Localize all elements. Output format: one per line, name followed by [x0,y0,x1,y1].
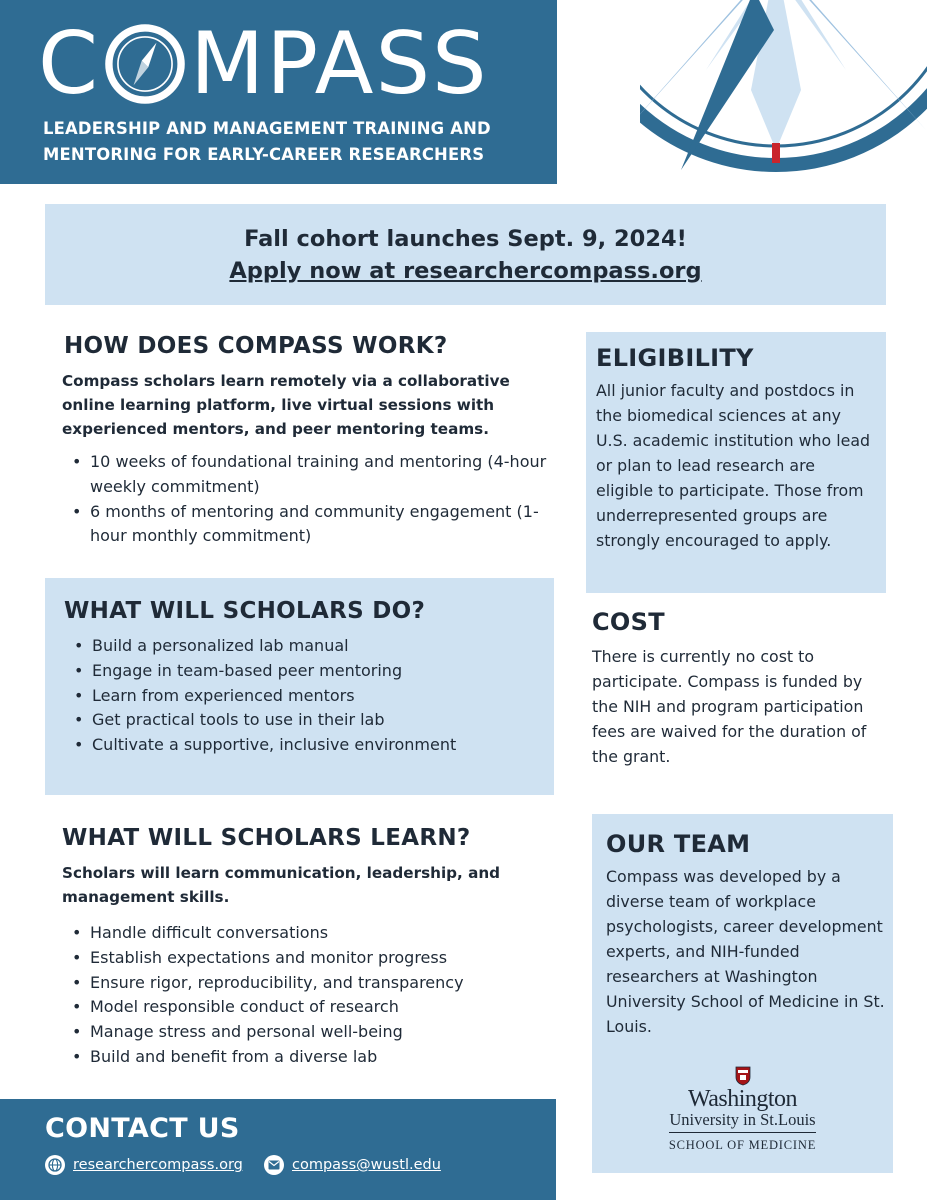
how-list [62,450,552,549]
list-item: • Learn from experienced mentors [64,684,554,709]
learn-heading: WHAT WILL SCHOLARS LEARN? [62,825,471,851]
list-item: • Establish expectations and monitor progress [62,946,552,971]
compass-rose-icon [640,0,927,184]
how-heading: HOW DOES COMPASS WORK? [64,333,448,359]
mail-icon [264,1155,284,1175]
contact-heading: CONTACT US [45,1113,240,1144]
logo-letter-c: C [38,14,101,114]
do-list [64,634,554,758]
globe-icon [45,1155,65,1175]
list-item: • Handle difficult conversations [62,921,552,946]
learn-lead: Scholars will learn communication, leadership, and management skills. [62,864,501,906]
wustl-name: Washington [687,1086,798,1112]
list-item: • Build and benefit from a diverse lab [62,1045,552,1070]
section-scholars-learn [62,825,552,1070]
compass-logo [38,14,489,114]
section-our-team [592,814,893,1173]
wustl-seal-icon [735,1066,751,1086]
cost-heading: COST [592,608,665,636]
compass-o-icon [104,23,186,105]
tagline [43,116,543,168]
eligibility-text: All junior faculty and postdocs in the biomedical sciences at any U.S. academic institution who lead or plan to lead research are eligible to participate. Those from underrepresented groups are strongly encouraged to apply. [596,381,871,550]
how-lead: Compass scholars learn remotely via a collaborative online learning platform, live virtual sessions with experienced mentors, and peer mentoring teams. [62,372,510,438]
section-scholars-do [45,578,554,795]
cohort-banner [45,204,886,305]
cohort-date: Fall cohort launches Sept. 9, 2024! [244,226,687,252]
section-eligibility [586,332,886,593]
website-link[interactable] [45,1155,243,1175]
logo-letters-mpass: MPASS [190,14,489,114]
tagline-line-1: LEADERSHIP AND MANAGEMENT TRAINING AND [43,119,491,138]
learn-list [62,921,552,1070]
list-item: • Model responsible conduct of research [62,995,552,1020]
list-item: • 6 months of mentoring and community engagement (1-hour monthly commitment) [62,500,552,550]
list-item: • Manage stress and personal well-being [62,1020,552,1045]
section-cost [592,608,886,769]
website-text: researchercompass.org [73,1157,243,1173]
header-banner [0,0,557,184]
list-item: • Engage in team-based peer mentoring [64,659,554,684]
wustl-logo [592,1066,893,1153]
do-heading: WHAT WILL SCHOLARS DO? [64,598,426,624]
list-item: • Build a personalized lab manual [64,634,554,659]
eligibility-heading: ELIGIBILITY [596,344,754,372]
email-link[interactable] [264,1155,441,1175]
list-item: • Get practical tools to use in their lab [64,708,554,733]
apply-link[interactable]: Apply now at researchercompass.org [229,258,702,284]
contact-footer [0,1099,556,1200]
list-item: • Ensure rigor, reproducibility, and transparency [62,971,552,996]
tagline-line-2: MENTORING FOR EARLY-CAREER RESEARCHERS [43,145,485,164]
team-heading: OUR TEAM [606,830,751,858]
email-text: compass@wustl.edu [292,1157,441,1173]
team-text: Compass was developed by a diverse team of workplace psychologists, career development experts, and NIH-funded researchers at Washington University School of Medicine in St. Louis. [606,867,885,1036]
wustl-school: SCHOOL OF MEDICINE [668,1138,817,1152]
list-item: • Cultivate a supportive, inclusive environment [64,733,554,758]
list-item: • 10 weeks of foundational training and mentoring (4-hour weekly commitment) [62,450,552,500]
wustl-sub: University in St.Louis [669,1110,815,1133]
cost-text: There is currently no cost to participate. Compass is funded by the NIH and program participation fees are waived for the duration of the grant. [592,647,867,766]
section-how-it-works [62,333,552,549]
